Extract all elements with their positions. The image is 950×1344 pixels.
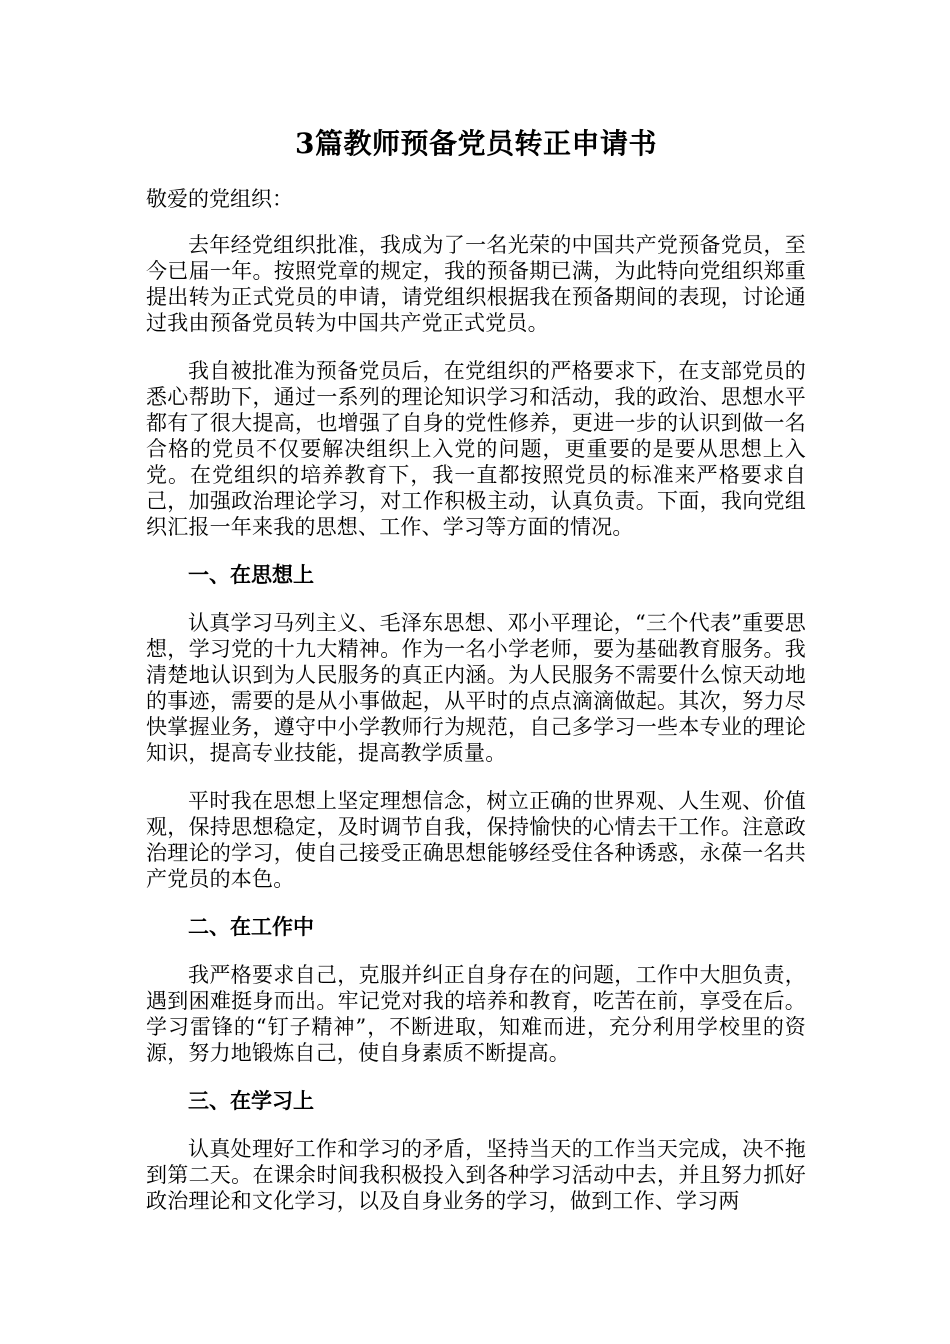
salutation: 敬爱的党组织： — [146, 187, 293, 211]
document-page — [146, 124, 806, 1236]
paragraph-2: 我自被批准为预备党员后，在党组织的严格要求下，在支部党员的悉心帮助下，通过一系列的理论知识学习和活动，我的政治、思想水平都有了很大提高，也增强了自身的党性修养，更进一步的认识到做一名合格的党员不仅要解决组织上入党的问题，更重要的是要从思想上入党。在党组织的培养教育下，我一直都按照党员的标准来严格要求自己，加强政治理论学习，对工作积极主动，认真负责。下面，我向党组织汇报一年来我的思想、工作、学习等方面的情况。 — [146, 359, 806, 539]
paragraph-5: 我严格要求自己，克服并纠正自身存在的问题，工作中大胆负责，遇到困难挺身而出。牢记党对我的培养和教育，吃苦在前，享受在后。学习雷锋的“钉子精神”，不断进取，知难而进，充分利用学校里的资源，努力地锻炼自己，使自身素质不断提高。 — [146, 963, 806, 1065]
section-heading-work: 二、在工作中 — [188, 914, 314, 939]
paragraph-3: 认真学习马列主义、毛泽东思想、邓小平理论，“三个代表”重要思想，学习党的十九大精神。作为一名小学老师，要为基础教育服务。我清楚地认识到为人民服务的真正内涵。为人民服务不需要什么惊天动地的事迹，需要的是从小事做起，从平时的点点滴滴做起。其次，努力尽快掌握业务，遵守中小学教师行为规范，自己多学习一些本专业的理论知识，提高专业技能，提高教学质量。 — [146, 611, 806, 765]
document-title: 3篇教师预备党员转正申请书 — [295, 127, 657, 160]
paragraph-6: 认真处理好工作和学习的矛盾，坚持当天的工作当天完成，决不拖到第二天。在课余时间我积极投入到各种学习活动中去，并且努力抓好政治理论和文化学习，以及自身业务的学习，做到工作、学习两 — [146, 1137, 806, 1213]
paragraph-4: 平时我在思想上坚定理想信念，树立正确的世界观、人生观、价值观，保持思想稳定，及时调节自我，保持愉快的心情去干工作。注意政治理论的学习，使自己接受正确思想能够经受住各种诱惑，永葆一名共产党员的本色。 — [146, 789, 806, 891]
section-heading-study: 三、在学习上 — [188, 1088, 314, 1113]
section-heading-thought: 一、在思想上 — [188, 562, 314, 587]
paragraph-1: 去年经党组织批准，我成为了一名光荣的中国共产党预备党员，至今已届一年。按照党章的规定，我的预备期已满，为此特向党组织郑重提出转为正式党员的申请，请党组织根据我在预备期间的表现，讨论通过我由预备党员转为中国共产党正式党员。 — [146, 233, 806, 335]
